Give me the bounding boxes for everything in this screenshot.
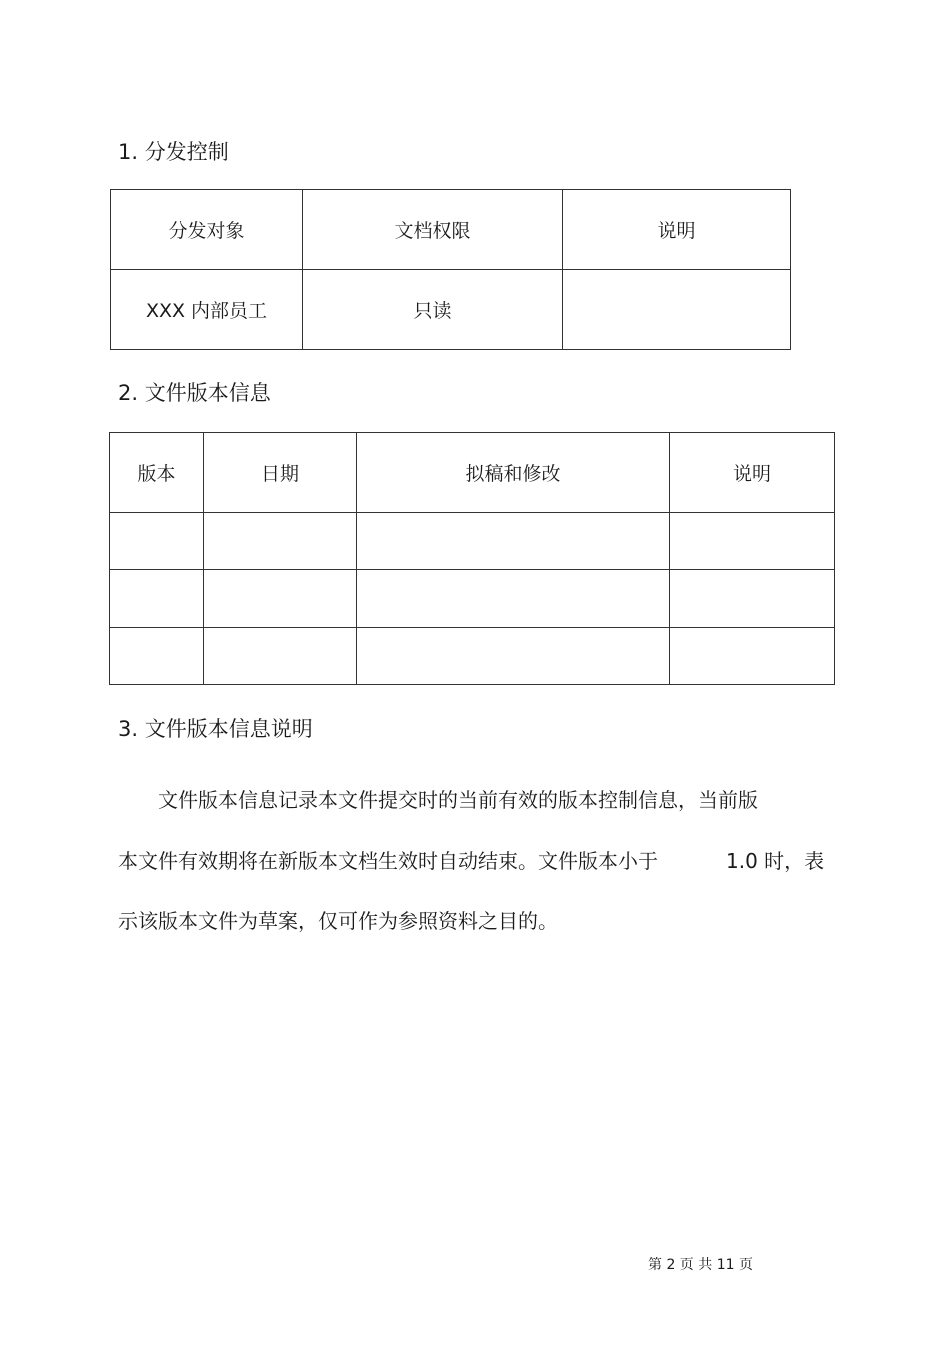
table-header-cell: 文档权限 [303,190,563,270]
table-cell [357,628,670,685]
table-header-cell: 说明 [670,433,835,513]
table-cell [563,270,791,350]
body-text-line: 文件版本信息记录本文件提交时的当前有效的版本控制信息，当前版 [158,788,758,812]
table-row [110,513,835,570]
table-header-cell: 分发对象 [111,190,303,270]
table-cell: XXX 内部员工 [111,270,303,350]
distribution-table [110,189,791,350]
table-row [110,628,835,685]
table-row [111,270,791,350]
page-footer: 第 2 页 共 11 页 [648,1257,753,1273]
table-header-row [111,190,791,270]
body-text-line: 1.0 时，表 [726,849,825,873]
table-header-cell: 版本 [110,433,204,513]
section-title-version-explanation: 3. 文件版本信息说明 [118,717,313,741]
table-cell [357,570,670,628]
table-cell [204,513,357,570]
table-header-cell: 拟稿和修改 [357,433,670,513]
body-text-line: 本文件有效期将在新版本文档生效时自动结束。文件版本小于 [118,849,658,873]
body-text-line: 示该版本文件为草案，仅可作为参照资料之目的。 [118,909,558,933]
table-cell [670,513,835,570]
version-table [109,432,835,685]
table-cell [670,570,835,628]
table-cell [204,570,357,628]
table-cell [204,628,357,685]
table-cell [670,628,835,685]
table-header-row [110,433,835,513]
section-title-distribution: 1. 分发控制 [118,140,229,164]
table-header-cell: 日期 [204,433,357,513]
table-cell: 只读 [303,270,563,350]
section-title-version-info: 2. 文件版本信息 [118,381,271,405]
table-cell [110,570,204,628]
table-cell [110,513,204,570]
table-row [110,570,835,628]
table-header-cell: 说明 [563,190,791,270]
table-cell [110,628,204,685]
table-cell [357,513,670,570]
